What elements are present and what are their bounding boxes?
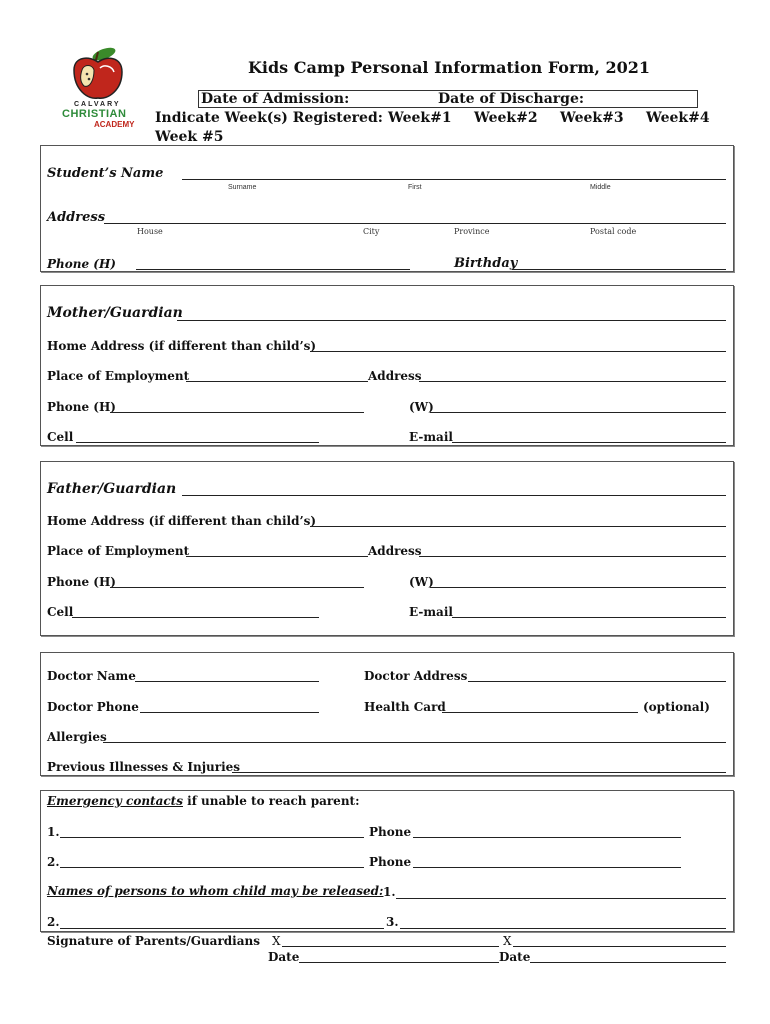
emergency-item-1: 1. xyxy=(47,825,60,839)
signature-2-field[interactable] xyxy=(513,946,726,947)
middle-caption: Middle xyxy=(590,184,611,191)
emergency-name-2-field[interactable] xyxy=(60,867,364,868)
apple-icon xyxy=(60,46,138,102)
mother-work-address-field[interactable] xyxy=(419,381,726,382)
previous-illnesses-label: Previous Illnesses & Injuries xyxy=(47,760,241,774)
release-item-3: 3. xyxy=(386,915,399,929)
emergency-phone-1-label: Phone xyxy=(369,825,412,839)
release-item-2: 2. xyxy=(47,915,60,929)
student-section xyxy=(40,145,734,272)
week-1[interactable]: Week#1 xyxy=(388,110,452,126)
previous-illnesses-field[interactable] xyxy=(232,772,726,773)
father-phone-h-field[interactable] xyxy=(110,587,364,588)
birthday-label: Birthday xyxy=(454,256,518,271)
date-discharge-label: Date of Discharge: xyxy=(438,91,585,107)
release-name-2-field[interactable] xyxy=(60,928,384,929)
emergency-phone-2-field[interactable] xyxy=(413,867,681,868)
emergency-heading xyxy=(47,794,360,808)
date-1-label: Date xyxy=(268,950,300,964)
page-title: Kids Camp Personal Information Form, 2021 xyxy=(248,58,651,77)
father-heading: Father/Guardian xyxy=(47,481,177,497)
father-employment-field[interactable] xyxy=(186,556,368,557)
mother-phone-w-label: (W) xyxy=(409,400,434,414)
signature-label: Signature of Parents/Guardians xyxy=(47,934,260,948)
mother-home-address-field[interactable] xyxy=(310,351,726,352)
doctor-phone-field[interactable] xyxy=(140,712,319,713)
mother-phone-w-field[interactable] xyxy=(430,412,726,413)
signature-x-1: X xyxy=(272,934,281,948)
emergency-item-2: 2. xyxy=(47,855,60,869)
signature-1-field[interactable] xyxy=(282,946,499,947)
mother-work-address-label: Address xyxy=(368,369,422,383)
student-address-label: Address xyxy=(47,210,106,225)
emergency-name-1-field[interactable] xyxy=(60,837,364,838)
week-3[interactable]: Week#3 xyxy=(560,110,624,126)
emergency-heading-rest: if unable to reach parent: xyxy=(182,794,360,808)
father-home-address-field[interactable] xyxy=(310,526,726,527)
week-4[interactable]: Week#4 xyxy=(646,110,710,126)
emergency-phone-2-label: Phone xyxy=(369,855,412,869)
release-label: Names of persons to whom child may be released: xyxy=(47,884,384,898)
mother-home-address-label: Home Address (if different than child’s) xyxy=(47,339,317,353)
doctor-name-field[interactable] xyxy=(135,681,319,682)
student-name-label: Student’s Name xyxy=(47,166,164,181)
father-cell-label: Cell xyxy=(47,605,74,619)
student-phone-label: Phone (H) xyxy=(47,257,116,271)
father-email-field[interactable] xyxy=(452,617,726,618)
father-work-address-label: Address xyxy=(368,544,422,558)
father-employment-label: Place of Employment xyxy=(47,544,190,558)
father-email-label: E-mail xyxy=(409,605,453,619)
mother-email-label: E-mail xyxy=(409,430,453,444)
mother-employment-field[interactable] xyxy=(186,381,368,382)
doctor-phone-label: Doctor Phone xyxy=(47,700,139,714)
father-cell-field[interactable] xyxy=(72,617,319,618)
birthday-field[interactable] xyxy=(512,269,726,270)
logo-line1: CALVARY xyxy=(74,101,121,108)
mother-email-field[interactable] xyxy=(452,442,726,443)
father-phone-w-label: (W) xyxy=(409,575,434,589)
date-admission-label: Date of Admission: xyxy=(201,91,350,107)
doctor-address-label: Doctor Address xyxy=(364,669,468,683)
date-1-field[interactable] xyxy=(299,962,499,963)
mother-phone-h-label: Phone (H) xyxy=(47,400,116,414)
student-address-field[interactable] xyxy=(104,223,726,224)
house-caption: House xyxy=(137,227,163,236)
health-card-field[interactable] xyxy=(442,712,638,713)
father-phone-w-field[interactable] xyxy=(430,587,726,588)
mother-cell-label: Cell xyxy=(47,430,74,444)
first-caption: First xyxy=(408,184,422,191)
father-phone-h-label: Phone (H) xyxy=(47,575,116,589)
release-name-3-field[interactable] xyxy=(400,928,726,929)
health-card-label: Health Card xyxy=(364,700,446,714)
logo-line2: CHRISTIAN xyxy=(62,108,127,120)
weeks-indicate-label: Indicate Week(s) Registered: xyxy=(155,110,383,126)
mother-cell-field[interactable] xyxy=(76,442,319,443)
date-2-label: Date xyxy=(499,950,531,964)
father-home-address-label: Home Address (if different than child’s) xyxy=(47,514,317,528)
allergies-field[interactable] xyxy=(103,742,726,743)
mother-name-field[interactable] xyxy=(177,320,726,321)
postal-caption: Postal code xyxy=(590,227,637,236)
mother-heading: Mother/Guardian xyxy=(47,305,183,321)
surname-caption: Surname xyxy=(228,184,257,191)
week-2[interactable]: Week#2 xyxy=(474,110,538,126)
allergies-label: Allergies xyxy=(47,730,107,744)
doctor-name-label: Doctor Name xyxy=(47,669,136,683)
student-name-field[interactable] xyxy=(182,179,726,180)
release-name-1-field[interactable] xyxy=(396,898,726,899)
week-5[interactable]: Week #5 xyxy=(155,129,224,145)
province-caption: Province xyxy=(454,227,490,236)
date-2-field[interactable] xyxy=(530,962,726,963)
health-card-optional: (optional) xyxy=(643,700,710,714)
release-item-1: 1. xyxy=(383,885,396,899)
student-phone-field[interactable] xyxy=(136,269,410,270)
father-name-field[interactable] xyxy=(182,495,726,496)
emergency-phone-1-field[interactable] xyxy=(413,837,681,838)
doctor-address-field[interactable] xyxy=(468,681,726,682)
mother-employment-label: Place of Employment xyxy=(47,369,190,383)
signature-x-2: X xyxy=(503,934,512,948)
logo-line3: ACADEMY xyxy=(94,120,135,129)
father-work-address-field[interactable] xyxy=(419,556,726,557)
school-logo xyxy=(60,46,138,130)
mother-phone-h-field[interactable] xyxy=(110,412,364,413)
city-caption: City xyxy=(363,227,380,236)
emergency-heading-title: Emergency contacts xyxy=(47,794,183,808)
